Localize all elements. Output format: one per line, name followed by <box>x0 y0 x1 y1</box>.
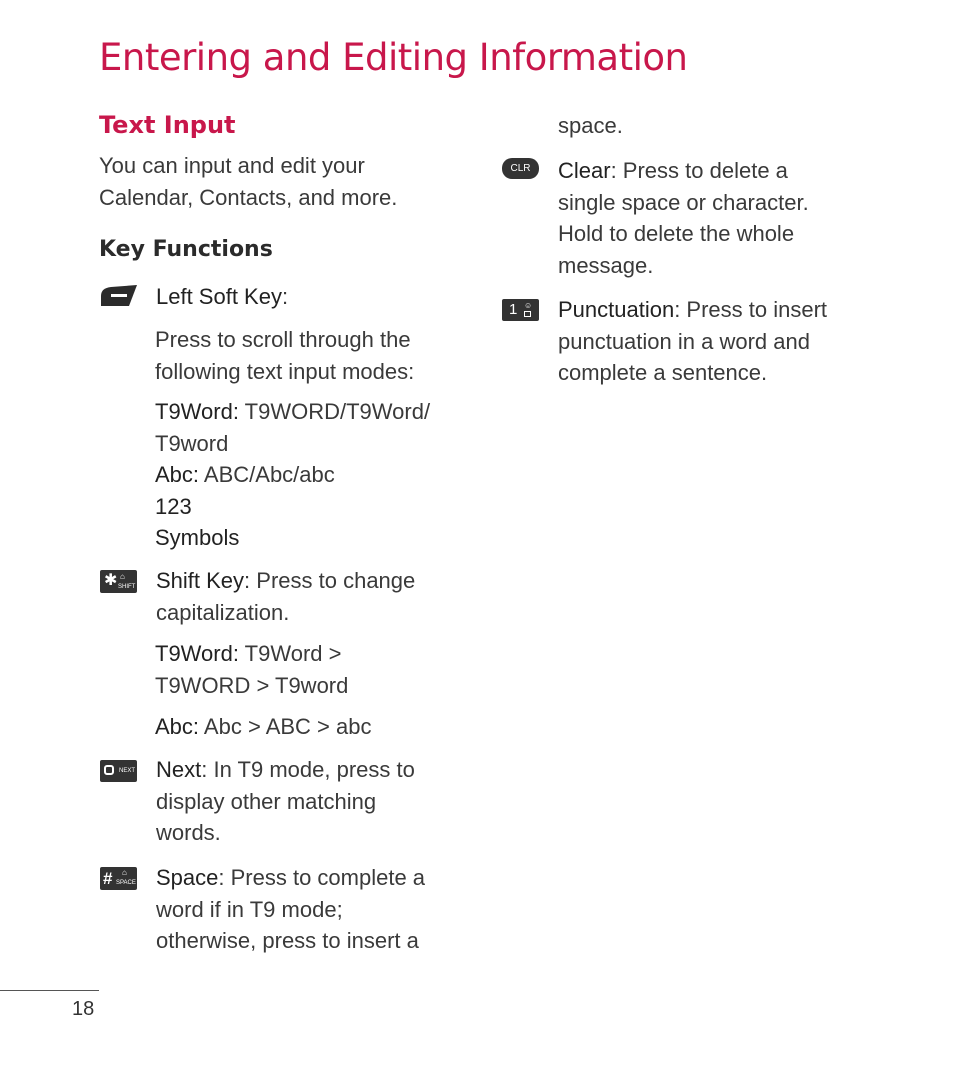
space-key-desc: Space: Press to complete a word if in T9 mode; otherwise, press to insert a <box>156 865 426 953</box>
shift-key-icon: ✱ ⌂ SHIFT <box>100 570 137 593</box>
next-key-name: Next <box>156 757 202 782</box>
mode-123: 123 <box>155 493 192 519</box>
intro-text: You can input and edit your Calendar, Contacts, and more. <box>99 153 398 210</box>
subsection-title: Key Functions <box>99 237 273 262</box>
footer-rule <box>0 990 99 991</box>
next-key-desc: Next: In T9 mode, press to display other matching words. <box>156 757 415 845</box>
left-soft-key-modes <box>155 396 465 554</box>
mode-abc: Abc: ABC/Abc/abc <box>155 462 335 487</box>
left-soft-key-desc: Press to scroll through the following text input modes: <box>155 327 415 384</box>
punctuation-key-desc: Punctuation: Press to insert punctuation in a word and complete a sentence. <box>558 297 828 385</box>
mode-t9word: T9Word: T9WORD/T9Word/ T9word <box>155 399 431 456</box>
page-number: 18 <box>72 998 95 1020</box>
page-title: Entering and Editing Information <box>99 36 688 79</box>
left-soft-key-name: Left Soft Key <box>156 284 282 309</box>
next-key-icon: NEXT <box>100 760 137 782</box>
punctuation-key-icon: 1 ☺ <box>502 299 539 321</box>
shift-key-desc: Shift Key: Press to change capitalization. <box>156 568 416 625</box>
section-title: Text Input <box>99 111 236 139</box>
shift-mode-t9word: T9Word: T9Word > T9WORD > T9word <box>155 641 349 698</box>
clear-key-name: Clear <box>558 158 611 183</box>
shift-key-name: Shift Key <box>156 568 245 593</box>
space-key-icon: # ⌂ SPACE <box>100 867 137 890</box>
punctuation-key-name: Punctuation <box>558 297 675 322</box>
left-soft-key-sep: : <box>281 284 289 309</box>
left-soft-key-heading <box>156 281 288 313</box>
left-soft-key-icon <box>99 284 139 308</box>
shift-mode-abc: Abc: Abc > ABC > abc <box>155 714 372 739</box>
clear-key-icon: CLR <box>502 158 539 179</box>
mode-symbols: Symbols <box>155 525 240 550</box>
clear-key-desc: Clear: Press to delete a single space or character. Hold to delete the whole message. <box>558 158 809 278</box>
space-key-name: Space <box>156 865 219 890</box>
space-key-desc-cont: space. <box>558 113 623 138</box>
